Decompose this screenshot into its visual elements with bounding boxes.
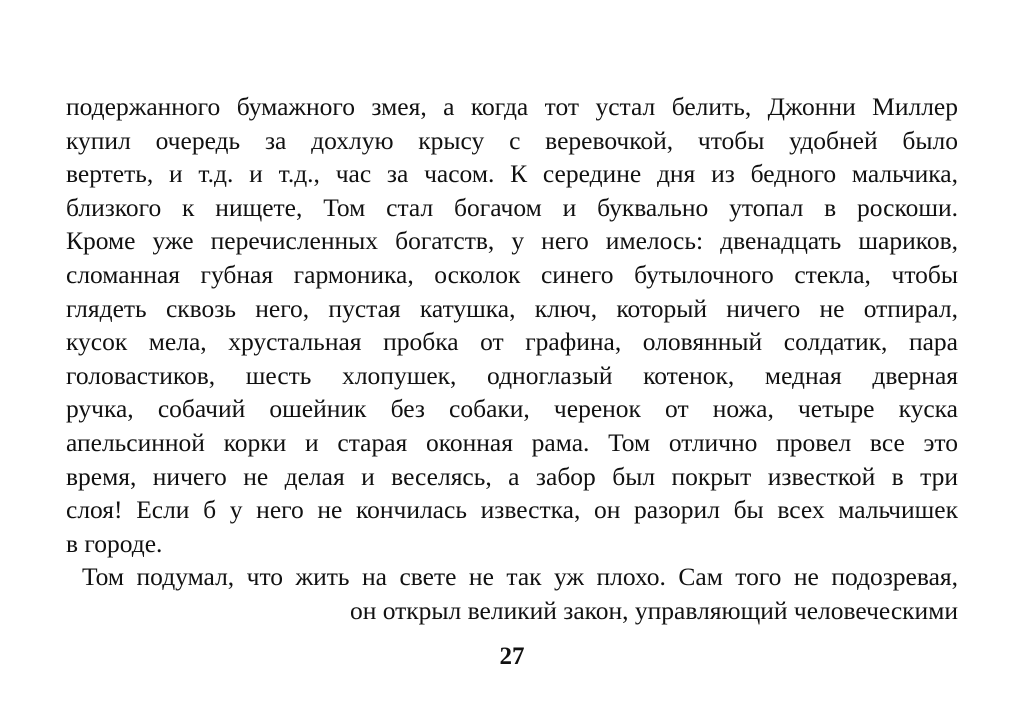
text-line: головастиков, шесть хлопушек, одноглазый котенок, медная дверная (66, 360, 958, 390)
text-line: в городе. (66, 528, 163, 558)
text-line: глядеть сквозь него, пустая катушка, ключ, который ничего не отпирал, (66, 293, 958, 323)
text-line: сломанная губная гармоника, осколок синего бутылочного стекла, чтобы (66, 259, 958, 289)
text-line: время, ничего не делая и веселясь, а забор был покрыт известкой в три (66, 461, 958, 491)
body-text (66, 90, 958, 628)
text-line: он открыл великий закон, управляющий человеческими (349, 595, 958, 625)
text-line: кусок мела, хрустальная пробка от графина, оловянный солдатик, пара (66, 327, 958, 357)
text-line: близкого к нищете, Том стал богачом и буквально утопал в роскоши. (66, 192, 958, 222)
text-line: слоя! Если б у него не кончилась известка, он разорил бы всех мальчишек (66, 495, 958, 525)
text-line: ручка, собачий ошейник без собаки, черенок от ножа, четыре куска (66, 394, 958, 424)
text-line: апельсинной корки и старая оконная рама. Том отлично провел все это (66, 427, 958, 457)
page-number: 27 (499, 643, 525, 670)
text-line: вертеть, и т.д. и т.д., час за часом. К середине дня из бедного мальчика, (66, 159, 958, 189)
text-line: подержанного бумажного змея, а когда тот устал белить, Джонни Миллер (66, 92, 958, 121)
text-line: купил очередь за дохлую крысу с веревочкой, чтобы удобней было (66, 125, 958, 155)
text-line: Том подумал, что жить на свете не так уж плохо. Сам того не подозревая, (82, 562, 958, 592)
text-line: Кроме уже перечисленных богатств, у него имелось: двенадцать шариков, (66, 226, 958, 256)
